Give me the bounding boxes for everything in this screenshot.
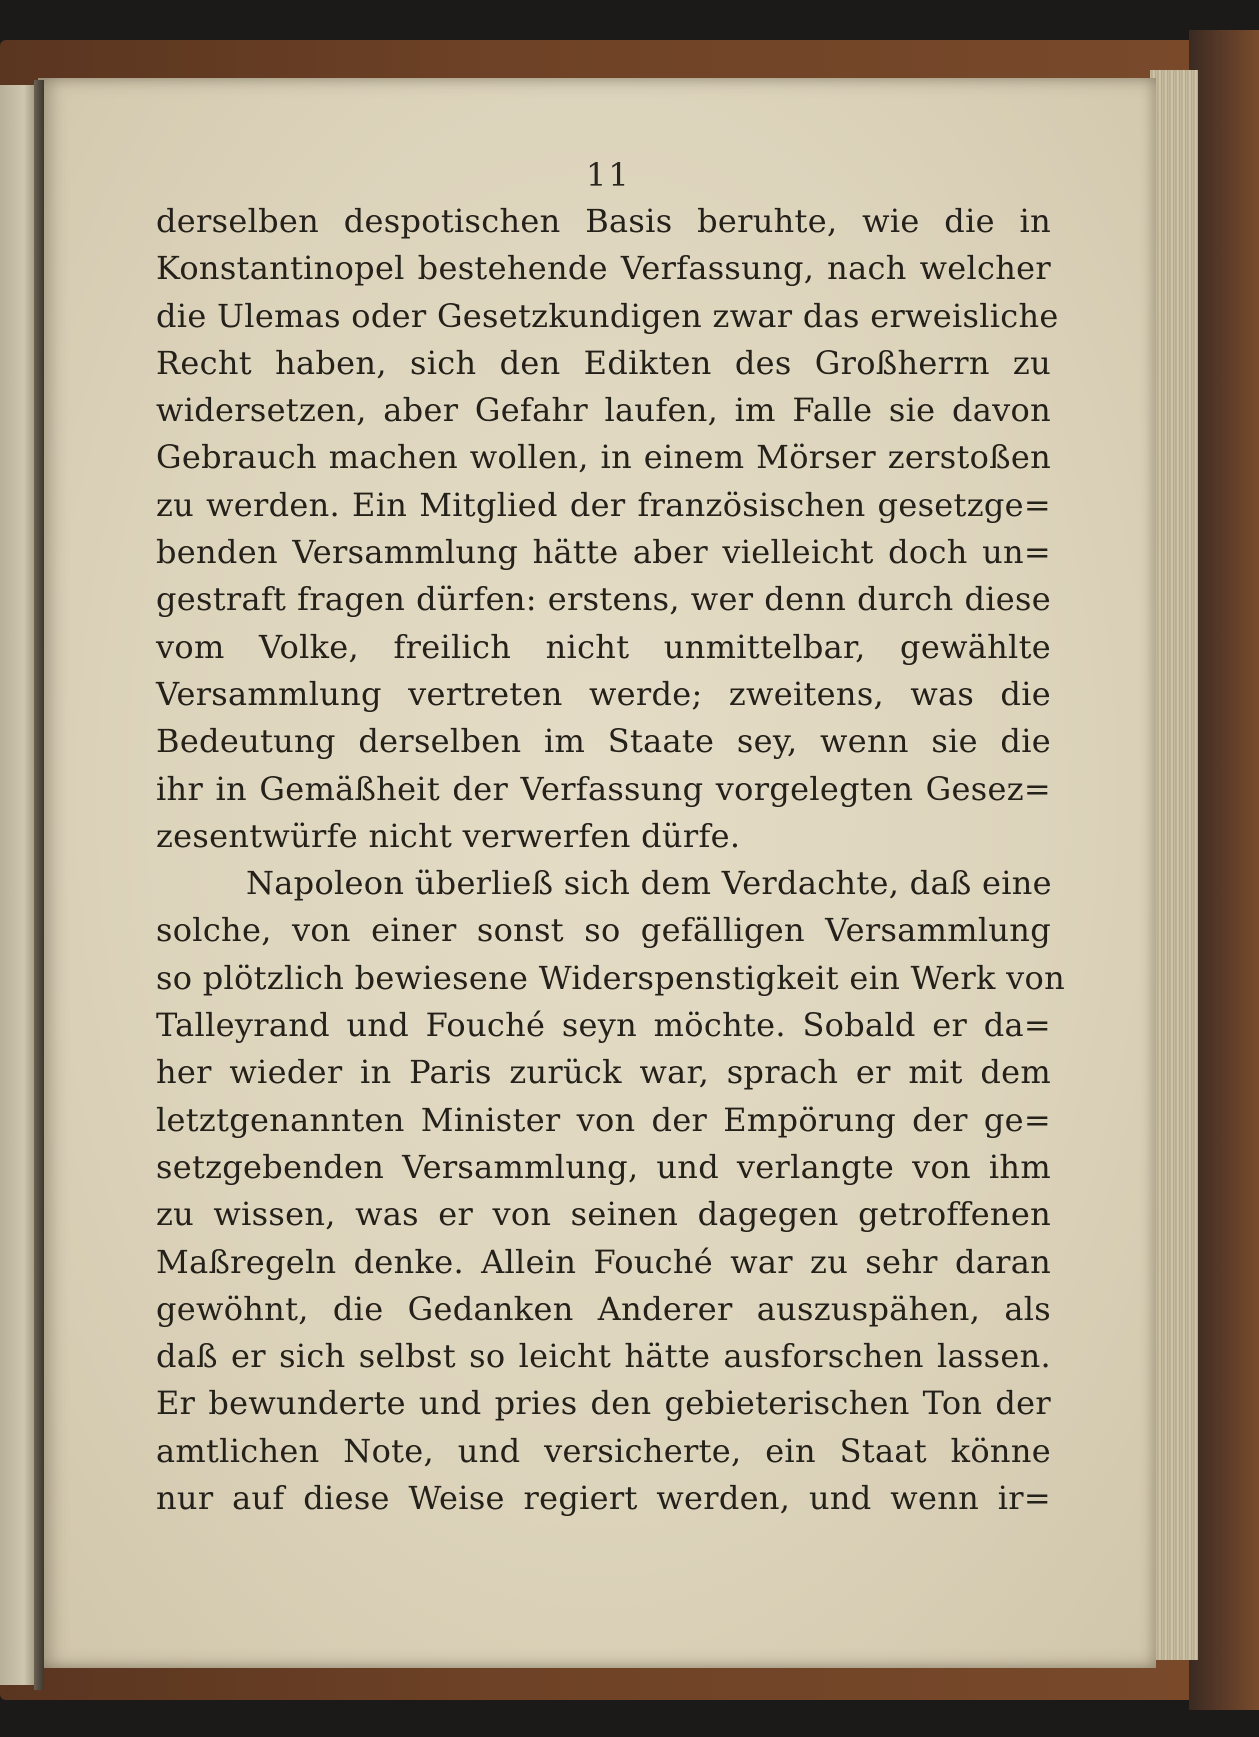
book-cover-edge	[1189, 30, 1259, 1710]
text-line: Konstantinopel bestehende Verfassung, nach welcher	[156, 249, 1051, 288]
text-line: nur auf diese Weise regiert werden, und wenn ir=	[156, 1479, 1051, 1518]
text-line: solche, von einer sonst so gefälligen Versammlung	[156, 911, 1051, 950]
text-line: gewöhnt, die Gedanken Anderer auszuspähen, als	[156, 1289, 1051, 1328]
book-gutter	[34, 80, 44, 1690]
text-line: her wieder in Paris zurück war, sprach er mit dem	[156, 1053, 1051, 1092]
text-line: zu werden. Ein Mitglied der französischen gesetzge=	[156, 485, 1051, 524]
paragraph-first-line: Napoleon überließ sich dem Verdachte, daß eine	[246, 864, 1052, 903]
text-line: Maßregeln denke. Allein Fouché war zu sehr daran	[156, 1242, 1051, 1281]
text-line: Bedeutung derselben im Staate sey, wenn sie die	[156, 722, 1051, 761]
text-line: zu wissen, was er von seinen dagegen getroffenen	[156, 1195, 1051, 1234]
text-line: zesentwürfe nicht verwerfen dürfe.	[156, 816, 741, 855]
book-page	[38, 78, 1156, 1668]
text-line: widersetzen, aber Gefahr laufen, im Falle sie davon	[156, 391, 1051, 430]
text-line: gestraft fragen dürfen: erstens, wer denn durch diese	[156, 580, 1051, 619]
text-line: setzgebenden Versammlung, und verlangte von ihm	[156, 1147, 1051, 1186]
text-line: daß er sich selbst so leicht hätte ausforschen lassen.	[156, 1337, 1051, 1376]
page-number: 11	[586, 156, 631, 194]
page-text	[156, 198, 1066, 1522]
text-line: derselben despotischen Basis beruhte, wie die in	[156, 202, 1051, 240]
text-line: die Ulemas oder Gesetzkundigen zwar das erweisliche	[156, 296, 1059, 335]
page-edges	[1150, 70, 1198, 1660]
text-line: Talleyrand und Fouché seyn möchte. Sobald er da=	[156, 1006, 1051, 1045]
text-line: vom Volke, freilich nicht unmittelbar, gewählte	[156, 627, 1051, 666]
text-line: Versammlung vertreten werde; zweitens, was die	[156, 674, 1051, 713]
text-line: Er bewunderte und pries den gebieterischen Ton der	[156, 1384, 1051, 1423]
text-line: ihr in Gemäßheit der Verfassung vorgelegten Gesez=	[156, 769, 1051, 808]
text-line: so plötzlich bewiesene Widerspenstigkeit ein Werk von	[156, 958, 1066, 997]
text-line: Recht haben, sich den Edikten des Großherrn zu	[156, 343, 1051, 382]
text-line: letztgenannten Minister von der Empörung der ge=	[156, 1100, 1051, 1139]
text-line: Gebrauch machen wollen, in einem Mörser zerstoßen	[156, 438, 1051, 477]
text-line: benden Versammlung hätte aber vielleicht doch un=	[156, 533, 1051, 572]
text-line: amtlichen Note, und versicherte, ein Staat könne	[156, 1431, 1051, 1470]
